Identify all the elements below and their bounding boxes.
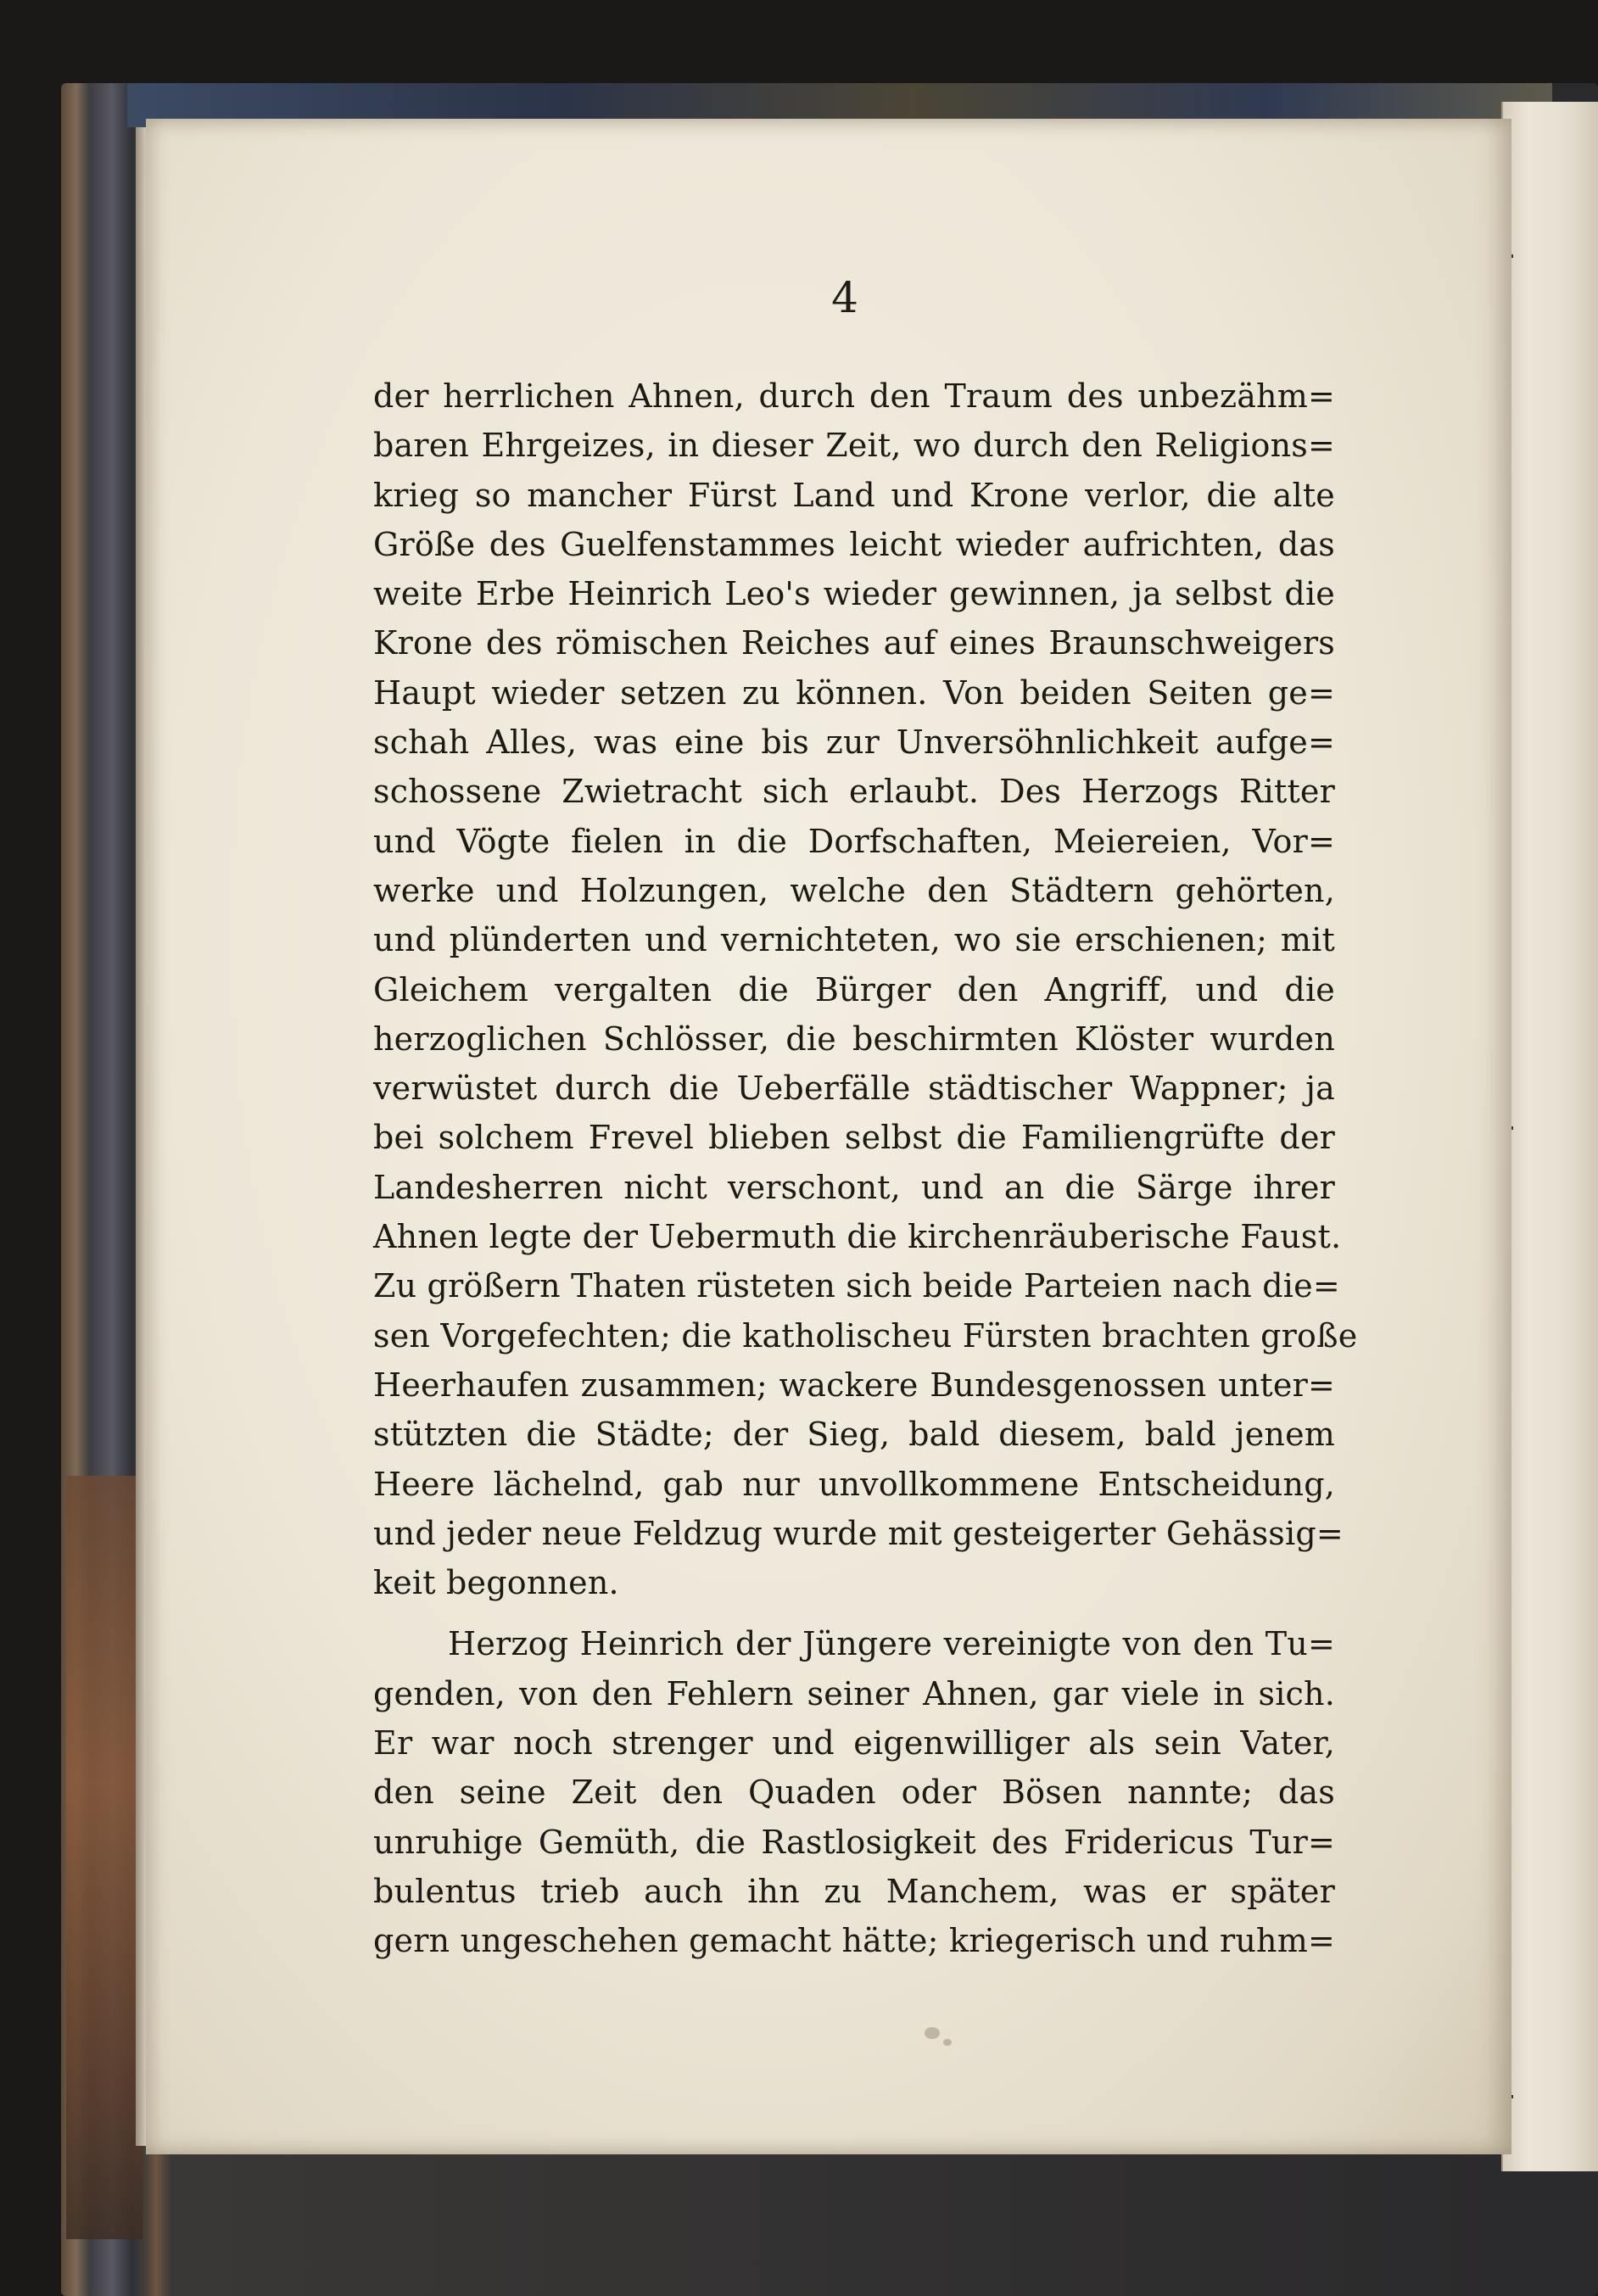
text-line: genden, von den Fehlern seiner Ahnen, gar viele in sich.	[373, 1674, 1335, 1712]
paragraph	[373, 371, 1358, 1607]
page-number: 4	[831, 273, 858, 322]
text-line: stützten die Städte; der Sieg, bald diesem, bald jenem	[373, 1416, 1335, 1454]
text-line: den seine Zeit den Quaden oder Bösen nannte; das	[373, 1774, 1335, 1812]
text-line: und Vögte fielen in die Dorfschaften, Meiereien, Vor=	[373, 822, 1335, 860]
text-line: werke und Holzungen, welche den Städtern gehörten,	[373, 871, 1335, 909]
text-line: schossene Zwietracht sich erlaubt. Des Herzogs Ritter	[373, 773, 1335, 811]
text-line: Herzog Heinrich der Jüngere vereinigte von den Tu=	[448, 1625, 1335, 1663]
text-line: schah Alles, was eine bis zur Unversöhnlichkeit aufge=	[373, 723, 1335, 762]
text-line: Gleichem vergalten die Bürger den Angriff, und die	[373, 970, 1335, 1008]
cover-leather-corner	[66, 1476, 142, 2239]
text-line: Haupt wieder setzen zu können. Von beiden Seiten ge=	[373, 673, 1335, 712]
text-line: Zu größern Thaten rüsteten sich beide Parteien nach die=	[373, 1267, 1340, 1305]
paper-stain	[943, 2039, 952, 2046]
next-page-edge	[1501, 102, 1598, 2171]
text-line: keit begonnen.	[373, 1564, 619, 1602]
text-line: krieg so mancher Fürst Land und Krone verlor, die alte	[373, 476, 1335, 514]
text-line: bulentus trieb auch ihn zu Manchem, was er später	[373, 1872, 1335, 1910]
text-line: Heerhaufen zusammen; wackere Bundesgenossen unter=	[373, 1366, 1335, 1404]
paragraph-gap	[373, 1607, 1335, 1619]
text-line: Landesherren nicht verschont, und an die Särge ihrer	[373, 1168, 1335, 1206]
text-line: herzoglichen Schlösser, die beschirmten Klöster wurden	[373, 1020, 1335, 1058]
text-line: unruhige Gemüth, die Rastlosigkeit des Fridericus Tur=	[373, 1823, 1335, 1861]
text-line: baren Ehrgeizes, in dieser Zeit, wo durch den Religions=	[373, 427, 1335, 465]
text-line: weite Erbe Heinrich Leo's wieder gewinnen, ja selbst die	[373, 575, 1335, 613]
text-line: Ahnen legte der Uebermuth die kirchenräuberische Faust.	[373, 1218, 1342, 1256]
text-line: gern ungeschehen gemacht hätte; kriegerisch und ruhm=	[373, 1922, 1335, 1960]
text-line: Er war noch strenger und eigenwilliger als sein Vater,	[373, 1724, 1335, 1763]
body-text	[373, 371, 1358, 1966]
text-line: Heere lächelnd, gab nur unvollkommene Entscheidung,	[373, 1465, 1335, 1503]
text-line: bei solchem Frevel blieben selbst die Familiengrüfte der	[373, 1119, 1335, 1157]
paragraph	[373, 1619, 1335, 1965]
text-line: Krone des römischen Reiches auf eines Braunschweigers	[373, 624, 1335, 662]
paper-stain	[925, 2027, 940, 2039]
text-line: und jeder neue Feldzug wurde mit gesteigerter Gehässig=	[373, 1514, 1344, 1552]
text-line: sen Vorgefechten; die katholischeu Fürsten brachten große	[373, 1316, 1358, 1355]
text-line: verwüstet durch die Ueberfälle städtischer Wappner; ja	[373, 1070, 1335, 1108]
text-line: Größe des Guelfenstammes leicht wieder aufrichten, das	[373, 525, 1335, 563]
text-line: der herrlichen Ahnen, durch den Traum des unbezähm=	[373, 377, 1335, 415]
text-line: und plünderten und vernichteten, wo sie erschienen; mit	[373, 921, 1335, 959]
